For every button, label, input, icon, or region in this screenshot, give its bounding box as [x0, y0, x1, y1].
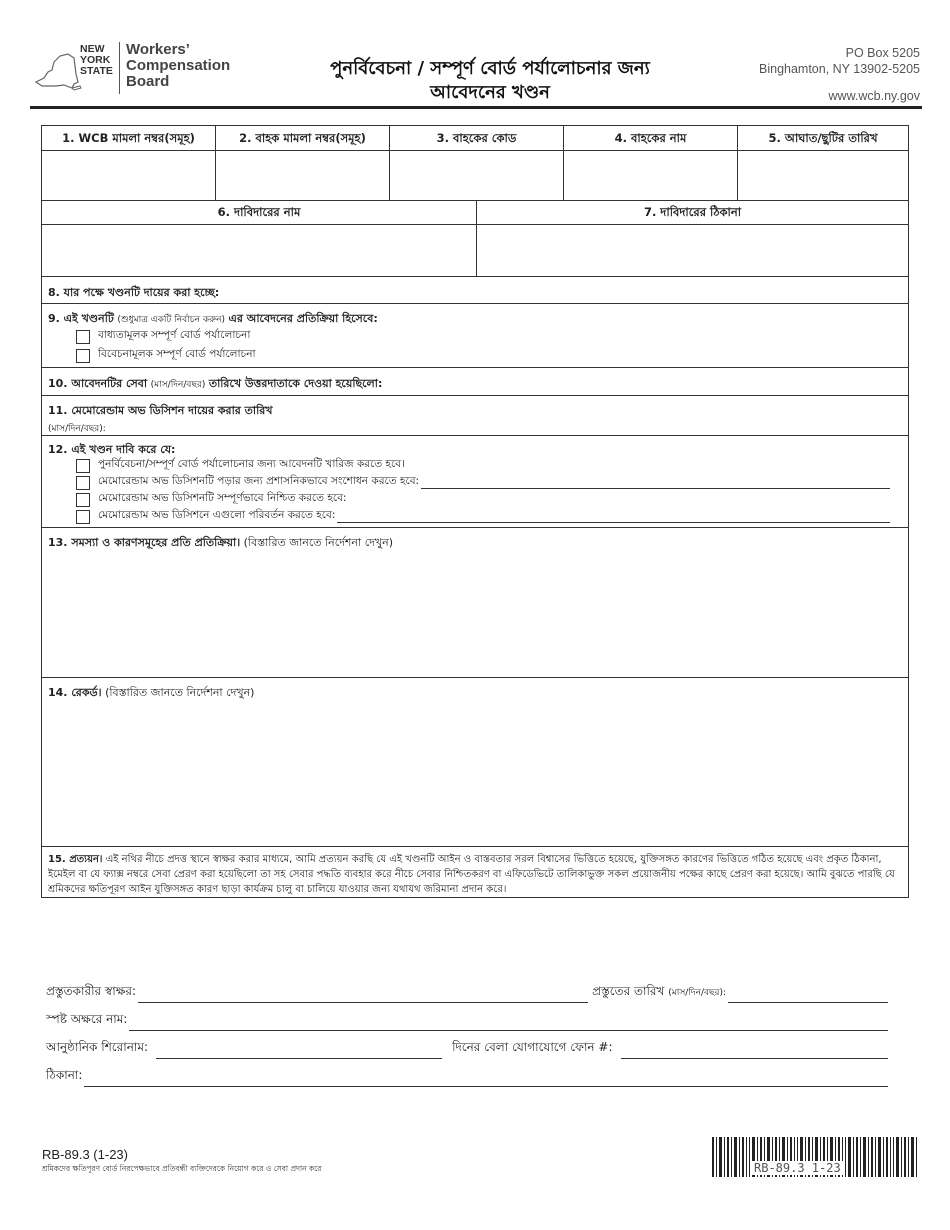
s13-small: (বিস্তারিত জানতে নির্দেশনা দেখুন) — [243, 536, 394, 549]
title-line-1: পুনর্বিবেচনা / সম্পূর্ণ বোর্ড পর্যালোচনার জন্য — [330, 58, 650, 79]
form-code: RB-89.3 (1-23) — [42, 1147, 128, 1162]
option-discretionary-review[interactable] — [76, 347, 890, 364]
col-date-of-injury-label: 5. আঘাত/ছুটির তারিখ — [768, 131, 878, 145]
section-9-label — [48, 310, 902, 329]
s14-label: 14. রেকর্ড। — [48, 686, 102, 699]
s9-small: (শুধুমাত্র একটি নির্বাচন করুন) — [117, 315, 225, 325]
barcode-text: RB-89.3 1-23 — [754, 1161, 841, 1175]
print-name-input[interactable] — [129, 1016, 888, 1031]
address-label: ঠিকানা: — [46, 1068, 83, 1082]
option-modify[interactable] — [76, 508, 890, 525]
ny-line-1: NEW — [80, 43, 105, 55]
prep-date-text: প্রস্তুতের তারিখ — [592, 984, 665, 998]
s10-label-b: তারিখে উত্তরদাতাকে দেওয়া হয়েছিলো: — [208, 377, 383, 390]
mailing-address — [759, 45, 920, 77]
official-title-input[interactable] — [156, 1044, 442, 1059]
section-8-label: 8. যার পক্ষে খণ্ডনটি দায়ের করা হচ্ছে: — [48, 286, 220, 299]
carrier-code-field[interactable] — [390, 151, 563, 200]
section-10[interactable] — [48, 375, 902, 394]
claimant-name-label: 6. দাবিদারের নাম — [217, 205, 301, 219]
s15-text: এই নথির নীচে প্রদত্ত স্থানে স্বাক্ষর করার মাধ্যমে, আমি প্রত্যয়ন করছি যে এই খণ্ডনটি আইন ও বাস্তবতার সরল বিশ্বাসের ভিত্তিতে হয়েছে, যুক্তিসঙ্গত কারণের ভিত্তিতে গঠিত হয়েছে এবং প্রকৃত ঠিকানা, ইমেইল বা যে ফ্যাক্স নম্বরে সেবা প্রেরণ করা হয়েছিলো তা সহ সেবার পদ্ধতি ব্যবহার করে নীচে সেবার নিশ্চিতকরণ বা এফিডেভিটে তালিকাভুক্ত সকল প্রয়োজনীয় পক্ষের কাছে প্রেরণ করা হয়েছে। আমি বুঝতে পারছি যে শ্রমিকদের ক্ষতিপূরণ আইন যুক্তিসঙ্গত কারণ ছাড়া কার্যক্রম চালু বা চালিয়ে যাওয়ার জন্য যথাযথ জরিমানা প্রদান করে। — [48, 854, 895, 895]
website-link[interactable]: www.wcb.ny.gov — [828, 89, 920, 103]
checkbox[interactable] — [76, 476, 90, 490]
claimant-address-field[interactable] — [477, 225, 908, 276]
logo-divider — [119, 42, 120, 94]
form-title — [280, 57, 700, 105]
wcb-wordmark — [126, 42, 230, 90]
modify-input[interactable] — [337, 511, 890, 523]
option-label: মেমোরেন্ডাম অভ ডিসিশনটি সম্পূর্ণভাবে নিশ্চিত করতে হবে: — [98, 492, 347, 504]
carrier-case-number-field[interactable] — [216, 151, 389, 200]
s10-label-a: 10. আবেদনটির সেবা — [48, 377, 148, 390]
day-phone-input[interactable] — [621, 1044, 889, 1059]
s12-label: 12. এই খণ্ডন দাবি করে যে: — [48, 443, 176, 456]
ny-state-wordmark — [80, 44, 113, 77]
section-14[interactable] — [48, 684, 902, 703]
option-dismiss[interactable] — [76, 457, 890, 474]
amend-input[interactable] — [421, 477, 890, 489]
section-8[interactable] — [48, 284, 902, 303]
ny-state-outline-icon — [34, 52, 82, 92]
col-carrier-case-number-label: 2. বাহক মামলা নম্বর(সমূহ) — [239, 131, 366, 145]
s11-label: 11. মেমোরেন্ডাম অভ ডিসিশন দায়ের করার তারিখ — [48, 404, 273, 417]
date-of-injury-field[interactable] — [738, 151, 908, 200]
address-input[interactable] — [84, 1072, 888, 1087]
prep-date-small: (মাস/দিন/বছর): — [668, 988, 726, 998]
section-13[interactable] — [48, 534, 902, 553]
day-phone-label: দিনের বেলা যোগাযোগে ফোন #: — [452, 1040, 613, 1054]
s10-small: (মাস/দিন/বছর) — [150, 380, 206, 390]
footer-statement: শ্রমিকদের ক্ষতিপূরণ বোর্ড নিরপেক্ষভাবে প্রতিবন্ধী ব্যক্তিদেরকে নিয়োগ করে ও সেবা প্রদান করে — [42, 1164, 322, 1173]
checkbox[interactable] — [76, 510, 90, 524]
option-affirm[interactable] — [76, 491, 890, 508]
checkbox[interactable] — [76, 330, 90, 344]
option-label: মেমোরেন্ডাম অভ ডিসিশনে এগুলো পরিবর্তন করতে হবে: — [98, 509, 336, 521]
address-line-2: Binghamton, NY 13902-5205 — [759, 62, 920, 76]
section-11[interactable] — [48, 402, 902, 436]
s11-small: (মাস/দিন/বছর): — [48, 424, 106, 434]
option-label: বিবেচনামূলক সম্পূর্ণ বোর্ড পর্যালোচনা — [98, 348, 256, 360]
s9-rest: এর আবেদনের প্রতিক্রিয়া হিসেবে: — [228, 312, 378, 325]
s13-label: 13. সমস্যা ও কারণসমূহের প্রতি প্রতিক্রিয়া। — [48, 536, 241, 549]
prep-date-label — [592, 983, 726, 1003]
official-title-label: আনুষ্ঠানিক শিরোনাম: — [46, 1040, 149, 1054]
wcb-case-number-field[interactable] — [42, 151, 215, 200]
option-label: পুনর্বিবেচনা/সম্পূর্ণ বোর্ড পর্যালোচনার জন্য আবেদনটি খারিজ করতে হবে। — [98, 458, 405, 470]
header-rule — [30, 106, 922, 109]
s14-small: (বিস্তারিত জানতে নির্দেশনা দেখুন) — [105, 686, 255, 699]
carrier-name-field[interactable] — [564, 151, 737, 200]
claimant-name-field[interactable] — [42, 225, 476, 276]
option-label: বাধ্যতামূলক সম্পূর্ণ বোর্ড পর্যালোচনা — [98, 329, 251, 341]
preparer-signature-input[interactable] — [138, 988, 588, 1003]
col-carrier-code-label: 3. বাহকের কোড — [436, 131, 517, 145]
title-phone-row — [46, 1041, 892, 1059]
s9-bold: 9. এই খণ্ডনটি — [48, 312, 114, 325]
ny-line-3: STATE — [80, 65, 113, 77]
address-row — [46, 1069, 892, 1087]
ny-line-2: YORK — [80, 54, 111, 66]
signature-row — [46, 985, 892, 1003]
s15-label: 15. প্রত্যয়ন। — [48, 854, 103, 865]
print-name-row — [46, 1013, 892, 1031]
certification — [48, 852, 902, 897]
board-line-3: Board — [126, 73, 170, 90]
checkbox[interactable] — [76, 493, 90, 507]
option-amend[interactable] — [76, 474, 890, 491]
option-mandatory-review[interactable] — [76, 328, 890, 345]
preparer-signature-label: প্রস্তুতকারীর স্বাক্ষর: — [46, 984, 137, 998]
col-wcb-case-number-label: 1. WCB মামলা নম্বর(সমূহ) — [62, 131, 195, 145]
prep-date-input[interactable] — [728, 988, 888, 1003]
address-line-1: PO Box 5205 — [845, 46, 920, 60]
board-line-2: Compensation — [126, 57, 231, 74]
checkbox[interactable] — [76, 349, 90, 363]
claimant-address-label: 7. দাবিদারের ঠিকানা — [643, 205, 742, 219]
col-carrier-name-label: 4. বাহকের নাম — [614, 131, 687, 145]
checkbox[interactable] — [76, 459, 90, 473]
rebuttal-form — [41, 125, 909, 898]
board-line-1: Workers’ — [126, 41, 190, 58]
option-label: মেমোরেন্ডাম অভ ডিসিশনটি পড়ার জন্য প্রশাসনিকভাবে সংশোধন করতে হবে: — [98, 475, 420, 487]
title-line-2: আবেদনের খণ্ডন — [430, 82, 550, 103]
print-name-label: স্পষ্ট অক্ষরে নাম: — [46, 1012, 128, 1026]
